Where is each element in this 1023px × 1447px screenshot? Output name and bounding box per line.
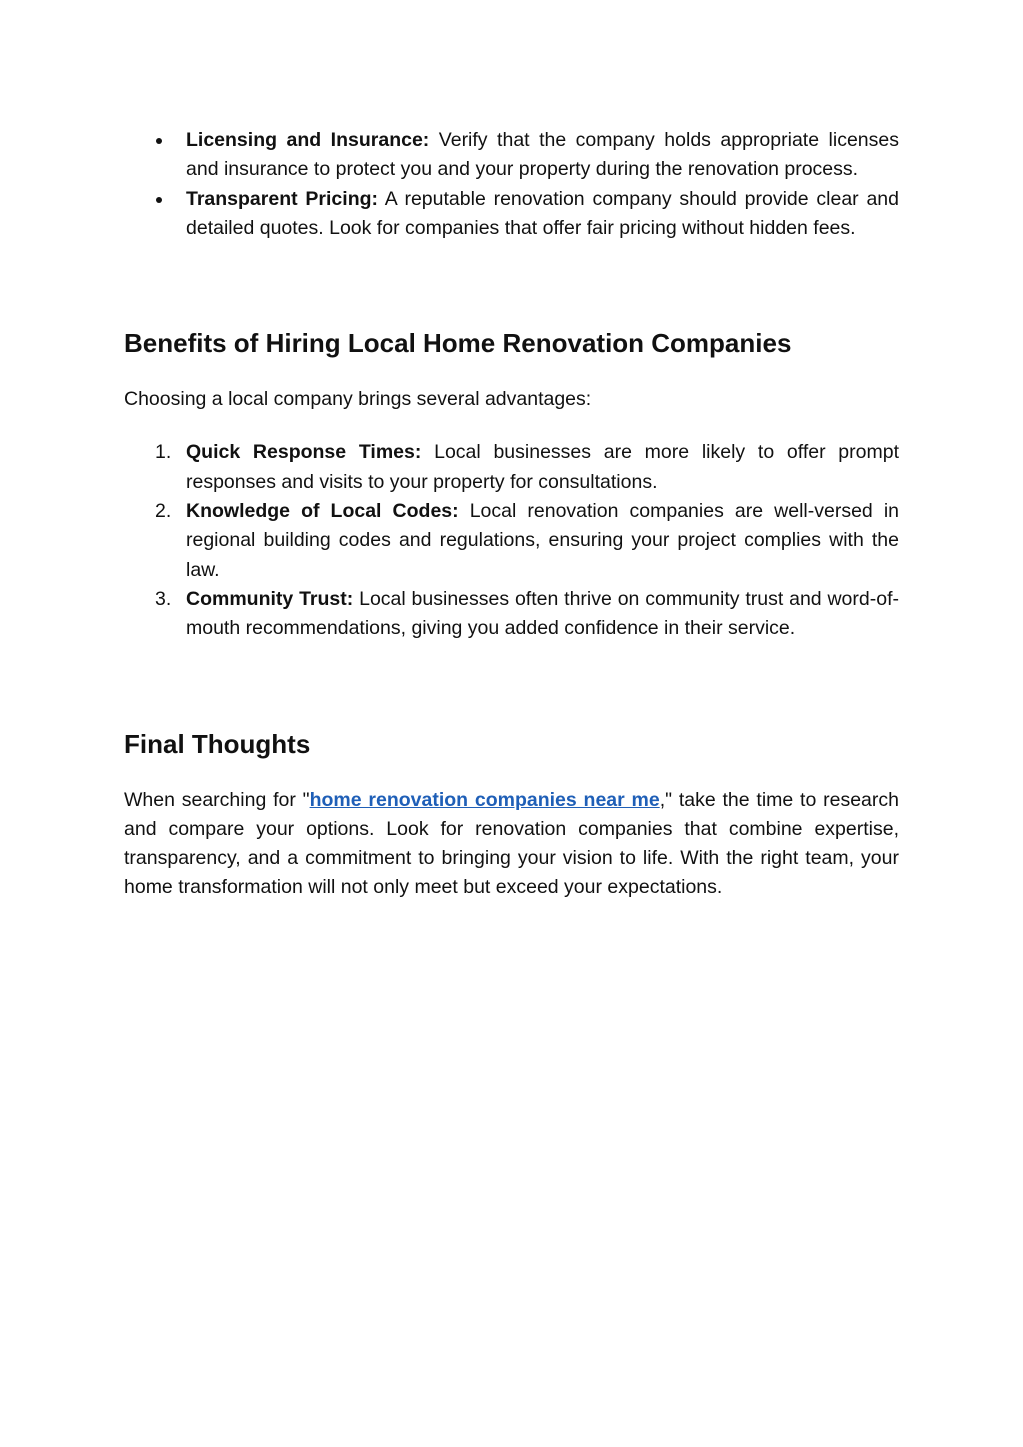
- benefit-label: Community Trust:: [186, 587, 354, 610]
- final-paragraph: [124, 786, 899, 903]
- benefit-label: Quick Response Times:: [186, 441, 422, 464]
- benefits-intro: Choosing a local company brings several advantages:: [124, 388, 592, 411]
- benefit-item-codes: [124, 497, 899, 585]
- bullet-icon: [156, 138, 162, 144]
- bullet-list: [124, 126, 899, 243]
- benefit-label: Knowledge of Local Codes:: [186, 500, 459, 523]
- benefit-text: Local businesses are more likely to offer prompt responses and visits to your property for consultations.: [186, 441, 899, 493]
- bullet-label: Licensing and Insurance:: [186, 129, 430, 151]
- final-text-after: ," take the time to research and compare your options. Look for renovation companies that combine expertise, transparency, and a commitment to bringing your vision to life. With the right team, your home transformation will not only meet but exceed your expectations.: [124, 788, 899, 899]
- benefit-item-trust: [124, 585, 899, 644]
- bullet-icon: [156, 197, 162, 203]
- bullet-text: A reputable renovation company should provide clear and detailed quotes. Look for companies that offer fair pricing without hidden fees.: [186, 187, 899, 239]
- list-number: 3.: [155, 587, 172, 610]
- bullet-text: Verify that the company holds appropriate licenses and insurance to protect you and your property during the renovation process.: [186, 129, 900, 181]
- document-page: [124, 124, 899, 903]
- list-number: 2.: [155, 500, 172, 523]
- benefits-list: [124, 438, 899, 643]
- list-number: 1.: [155, 441, 172, 464]
- bullet-item-pricing: [124, 185, 899, 244]
- benefits-heading: Benefits of Hiring Local Home Renovation Companies: [124, 328, 792, 359]
- final-text-before: When searching for ": [124, 788, 310, 811]
- bullet-item-licensing: [124, 126, 899, 185]
- home-renovation-link[interactable]: home renovation companies near me: [309, 788, 660, 811]
- benefit-text: Local renovation companies are well-versed in regional building codes and regulations, ensuring your project complies with the law.: [186, 500, 899, 581]
- bullet-label: Transparent Pricing:: [186, 187, 379, 210]
- final-heading: Final Thoughts: [124, 728, 311, 759]
- benefit-text: Local businesses often thrive on community trust and word-of-mouth recommendations, giving you added confidence in their service.: [186, 587, 899, 640]
- benefit-item-response: [124, 438, 899, 497]
